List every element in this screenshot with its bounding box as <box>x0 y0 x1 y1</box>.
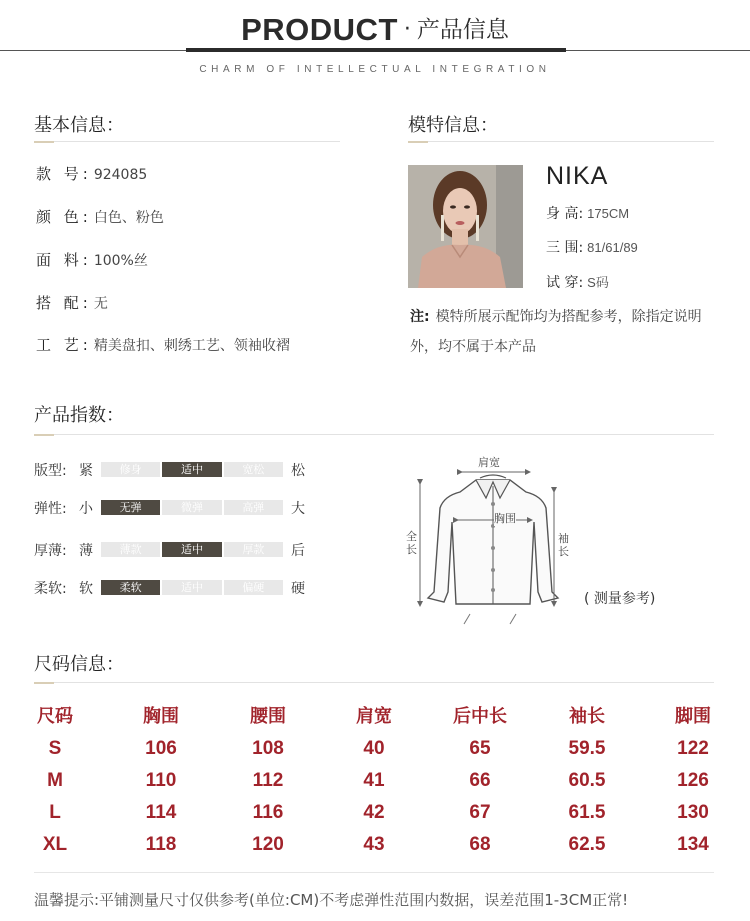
model-info-heading: 模特信息： <box>408 115 498 136</box>
size-table-cell: 60.5 <box>568 770 606 791</box>
index-min-label: 软 <box>79 581 93 597</box>
basic-info-label: 颜 色: <box>36 208 92 226</box>
index-max-label: 硬 <box>291 581 305 597</box>
size-info-heading: 尺码信息： <box>34 654 124 675</box>
size-table-cell: 130 <box>677 802 709 823</box>
size-table-cell: 110 <box>145 770 177 791</box>
size-table-cell: S <box>48 738 62 759</box>
index-scale-segment: 薄款 <box>101 542 160 557</box>
size-table-row <box>0 766 750 796</box>
product-index-accent <box>34 434 54 436</box>
basic-info-value: 白色、粉色 <box>93 210 164 226</box>
model-photo <box>408 165 523 288</box>
index-min-label: 紧 <box>79 463 93 479</box>
index-scale-segment: 偏硬 <box>224 580 283 595</box>
index-scale-segment: 适中 <box>162 462 221 477</box>
size-table-column-header: 胸围 <box>143 706 179 727</box>
size-table-cell: 116 <box>252 802 284 823</box>
product-index-heading: 产品指数： <box>34 405 124 426</box>
model-stat-value: 81/61/89 <box>587 240 638 255</box>
measure-note: ( 测量参考) <box>584 591 656 607</box>
footer-note: 温馨提示:平铺测量尺寸仅供参考(单位:CM)不考虑弹性范围内数据，误差范围1-3CM正常! <box>34 891 629 909</box>
basic-info-label: 工 艺: <box>36 336 92 354</box>
title-cn: 产品信息 <box>416 17 509 43</box>
size-info-accent <box>34 682 54 684</box>
basic-info-label: 面 料: <box>36 251 92 269</box>
size-table-cell: 106 <box>145 738 177 759</box>
header-subtitle: CHARM OF INTELLECTUAL INTEGRATION <box>199 64 551 75</box>
size-table-cell: 68 <box>469 834 491 855</box>
index-label: 厚薄: <box>34 543 67 559</box>
size-table-cell: 66 <box>469 770 491 791</box>
basic-info-divider <box>34 141 340 142</box>
size-table-cell: 43 <box>363 834 385 855</box>
basic-info-row <box>36 163 147 184</box>
size-table-column-header: 后中长 <box>453 706 507 727</box>
model-stat-row <box>546 237 638 257</box>
size-table-column-header: 袖长 <box>569 706 605 727</box>
basic-info-label: 款 号: <box>36 165 92 183</box>
basic-info-row <box>36 334 290 355</box>
diagram-shoulder-label: 肩宽 <box>478 456 500 469</box>
size-table-column-header: 尺码 <box>37 706 73 727</box>
index-label: 柔软: <box>34 581 67 597</box>
size-table-cell: XL <box>42 834 68 855</box>
basic-info-row <box>36 206 164 227</box>
size-table-cell: M <box>47 770 63 791</box>
index-scale-bar <box>101 580 283 595</box>
index-scale-bar <box>101 542 283 557</box>
model-stat-label: 试 穿: <box>546 275 584 291</box>
basic-info-value: 精美盘扣、刺绣工艺、领袖收褶 <box>93 338 290 354</box>
index-scale-bar <box>101 500 283 515</box>
diagram-chest-label: 胸围 <box>494 512 516 525</box>
index-max-label: 松 <box>291 463 305 479</box>
size-table-cell: 65 <box>469 738 491 759</box>
size-table-column-header: 腰围 <box>250 706 286 727</box>
size-table-column-header: 肩宽 <box>356 706 392 727</box>
model-stat-label: 三 围: <box>546 240 584 256</box>
model-stat-row <box>546 272 609 292</box>
size-table-row <box>0 734 750 764</box>
size-table-cell: 41 <box>363 770 385 791</box>
index-max-label: 后 <box>291 543 305 559</box>
basic-info-accent <box>34 141 54 143</box>
index-scale-segment: 修身 <box>101 462 160 477</box>
basic-info-value: 924085 <box>93 167 148 183</box>
size-table-header <box>0 702 750 732</box>
size-table-cell: 108 <box>252 738 284 759</box>
basic-info-value: 100%丝 <box>93 253 148 269</box>
diagram-sleeve-label: 袖长 <box>558 532 569 558</box>
size-table-cell: L <box>49 802 61 823</box>
basic-info-row <box>36 249 148 270</box>
page-title <box>0 12 750 48</box>
basic-info-label: 搭 配: <box>36 294 92 312</box>
model-stat-label: 身 高: <box>546 206 584 222</box>
size-table-cell: 61.5 <box>568 802 606 823</box>
model-stat-row <box>546 203 629 223</box>
size-table-column-header: 脚围 <box>675 706 711 727</box>
size-table-cell: 134 <box>677 834 709 855</box>
size-table-cell: 118 <box>145 834 177 855</box>
index-scale-segment: 宽松 <box>224 462 283 477</box>
size-table-cell: 40 <box>363 738 385 759</box>
size-table-cell: 114 <box>145 802 177 823</box>
index-scale-segment: 适中 <box>162 580 221 595</box>
header-accent-bar <box>186 48 566 52</box>
size-table-cell: 112 <box>252 770 284 791</box>
index-label: 弹性: <box>34 501 67 517</box>
size-table-cell: 122 <box>677 738 709 759</box>
index-scale-bar <box>101 462 283 477</box>
model-note <box>410 302 720 362</box>
model-name: NIKA <box>546 162 609 190</box>
basic-info-value: 无 <box>93 296 108 312</box>
basic-info-row <box>36 292 108 313</box>
measurement-diagram <box>400 452 590 632</box>
index-scale-segment: 高弹 <box>224 500 283 515</box>
index-scale-segment: 无弹 <box>101 500 160 515</box>
index-min-label: 小 <box>79 501 93 517</box>
size-table-cell: 42 <box>363 802 385 823</box>
basic-info-heading: 基本信息： <box>34 115 124 136</box>
model-stat-value: 175CM <box>587 206 630 221</box>
size-table-cell: 67 <box>469 802 491 823</box>
index-label: 版型: <box>34 463 67 479</box>
index-scale-segment: 适中 <box>162 542 221 557</box>
title-dot: · <box>403 17 411 42</box>
product-index-divider <box>34 434 714 435</box>
index-scale-segment: 柔软 <box>101 580 160 595</box>
size-table-cell: 62.5 <box>568 834 606 855</box>
index-scale-segment: 厚款 <box>224 542 283 557</box>
size-info-divider <box>34 682 714 683</box>
model-info-divider <box>408 141 714 142</box>
model-note-text: 模特所展示配饰均为搭配参考，除指定说明外，均不属于本产品 <box>410 309 702 355</box>
size-table-row <box>0 798 750 828</box>
title-en: PRODUCT <box>241 12 398 47</box>
size-table-row <box>0 830 750 860</box>
size-table-cell: 126 <box>677 770 709 791</box>
size-table-divider <box>34 872 714 873</box>
size-table-cell: 120 <box>252 834 284 855</box>
index-max-label: 大 <box>291 501 305 517</box>
model-stat-value: S码 <box>587 275 609 290</box>
diagram-length-label: 全长 <box>406 530 417 556</box>
size-table-cell: 59.5 <box>568 738 606 759</box>
index-scale-segment: 微弹 <box>162 500 221 515</box>
model-note-label: 注: <box>410 309 430 325</box>
model-info-accent <box>408 141 428 143</box>
index-min-label: 薄 <box>79 543 93 559</box>
